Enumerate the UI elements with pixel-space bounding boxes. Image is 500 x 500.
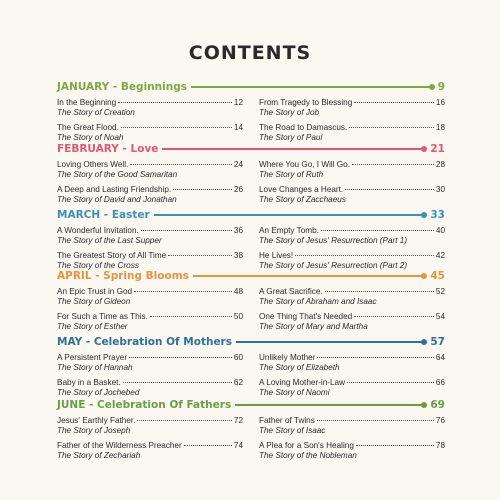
entry-line <box>57 416 243 426</box>
entry-line <box>259 226 445 236</box>
section-columns <box>57 287 445 337</box>
entry-title: An Empty Tomb. <box>259 226 319 235</box>
column-left <box>57 416 243 466</box>
entry-subtitle: The Story of Joseph <box>57 426 131 435</box>
toc-entry[interactable] <box>259 353 445 373</box>
entry-line <box>57 312 243 322</box>
entry-page-number: 48 <box>233 287 243 296</box>
entry-title: Jesus' Earthly Father. <box>57 416 136 425</box>
entry-line <box>259 123 445 133</box>
toc-section-january <box>57 80 445 148</box>
entry-page-number: 74 <box>233 441 243 450</box>
section-title: JANUARY - Beginnings <box>57 81 187 93</box>
column-left <box>57 287 243 337</box>
entry-title: The Greatest Story of All Time <box>57 251 167 260</box>
entry-title: A Loving Mother-in-Law <box>259 378 346 387</box>
entry-page-number: 26 <box>233 185 243 194</box>
dot-leader <box>317 357 433 358</box>
entry-title: In the Beginning <box>57 98 117 107</box>
entry-subtitle: The Story of the Nobleman <box>259 451 357 460</box>
entry-line <box>259 160 445 170</box>
column-left <box>57 98 243 148</box>
toc-entry[interactable] <box>57 251 243 271</box>
section-columns <box>57 98 445 148</box>
entry-subtitle: The Story of Ruth <box>259 170 324 179</box>
toc-section-april <box>57 269 445 337</box>
entry-page-number: 30 <box>435 185 445 194</box>
section-rule <box>162 148 426 150</box>
column-right <box>259 416 445 466</box>
entry-subtitle: The Story of Jesus' Resurrection (Part 1) <box>259 236 408 245</box>
entry-line <box>57 353 243 363</box>
section-title: FEBRUARY - Love <box>57 143 159 155</box>
entry-title: A Plea for a Son's Healing <box>259 441 354 450</box>
entry-page-number: 42 <box>435 251 445 260</box>
section-columns <box>57 353 445 403</box>
toc-section-june <box>57 398 445 466</box>
column-right <box>259 287 445 337</box>
section-header[interactable] <box>57 398 445 412</box>
toc-entry[interactable] <box>259 185 445 205</box>
section-rule <box>235 404 426 406</box>
entry-title: One Thing That's Needed <box>259 312 353 321</box>
section-header[interactable] <box>57 335 445 349</box>
column-right <box>259 98 445 148</box>
entry-page-number: 72 <box>233 416 243 425</box>
entry-title: Unlikely Mother <box>259 353 316 362</box>
entry-page-number: 76 <box>435 416 445 425</box>
entry-title: A Wonderful Invitation. <box>57 226 139 235</box>
dot-leader <box>317 420 434 421</box>
dot-leader <box>354 102 434 103</box>
entry-line <box>259 312 445 322</box>
dot-leader <box>321 230 434 231</box>
entry-page-number: 60 <box>233 353 243 362</box>
entry-line <box>259 416 445 426</box>
dot-leader <box>352 164 434 165</box>
section-page-number: 21 <box>430 143 445 155</box>
entry-subtitle: The Story of Hannah <box>57 363 133 372</box>
section-rule <box>154 214 427 216</box>
toc-entry[interactable] <box>57 312 243 332</box>
toc-entry[interactable] <box>259 251 445 271</box>
entry-subtitle: The Story of Zacchaeus <box>259 195 346 204</box>
toc-section-february <box>57 142 445 210</box>
section-rule <box>191 86 434 88</box>
dot-leader <box>118 102 232 103</box>
entry-page-number: 38 <box>233 251 243 260</box>
toc-entry[interactable] <box>57 123 243 143</box>
dot-leader <box>129 357 232 358</box>
toc-section-may <box>57 335 445 403</box>
entry-line <box>57 226 243 236</box>
entry-subtitle: The Story of Zechariah <box>57 451 141 460</box>
entry-title: The Great Flood. <box>57 123 119 132</box>
section-page-number: 45 <box>430 270 445 282</box>
dot-leader <box>345 189 434 190</box>
dot-leader <box>356 445 434 446</box>
entry-subtitle: The Story of the Good Samaritan <box>57 170 178 179</box>
toc-entry[interactable] <box>259 287 445 307</box>
entry-page-number: 16 <box>435 98 445 107</box>
entry-title: For Such a Time as This. <box>57 312 148 321</box>
entry-title: Baby in a Basket. <box>57 378 121 387</box>
toc-entry[interactable] <box>259 226 445 246</box>
entry-line <box>57 123 243 133</box>
section-columns <box>57 160 445 210</box>
entry-line <box>259 251 445 261</box>
entry-page-number: 28 <box>435 160 445 169</box>
dot-leader <box>121 127 232 128</box>
entry-subtitle: The Story of Elizabeth <box>259 363 340 372</box>
dot-leader <box>130 164 232 165</box>
entry-page-number: 18 <box>435 123 445 132</box>
dot-leader <box>173 189 232 190</box>
entry-subtitle: The Story of Naomi <box>259 388 330 397</box>
section-header[interactable] <box>57 142 445 156</box>
dot-leader <box>347 382 434 383</box>
entry-subtitle: The Story of the Cross <box>57 261 139 270</box>
section-title: JUNE - Celebration Of Fathers <box>57 399 232 411</box>
column-right <box>259 353 445 403</box>
entry-title: A Persistent Prayer <box>57 353 128 362</box>
entry-page-number: 54 <box>435 312 445 321</box>
entry-subtitle: The Story of Isaac <box>259 426 326 435</box>
entry-page-number: 50 <box>233 312 243 321</box>
entry-line <box>57 160 243 170</box>
entry-title: Father of the Wilderness Preacher <box>57 441 182 450</box>
toc-entry[interactable] <box>259 441 445 461</box>
entry-line <box>57 251 243 261</box>
entry-page-number: 24 <box>233 160 243 169</box>
dot-leader <box>349 127 434 128</box>
toc-entry[interactable] <box>57 353 243 373</box>
toc-section-march <box>57 208 445 276</box>
column-left <box>57 353 243 403</box>
entry-title: An Epic Trust in God <box>57 287 133 296</box>
section-header[interactable] <box>57 80 445 94</box>
section-columns <box>57 416 445 466</box>
section-page-number: 57 <box>430 336 445 348</box>
column-left <box>57 160 243 210</box>
entry-subtitle: The Story of David and Jonathan <box>57 195 177 204</box>
dot-leader <box>354 316 434 317</box>
entry-line <box>259 378 445 388</box>
entry-subtitle: The Story of Mary and Martha <box>259 322 368 331</box>
entry-page-number: 78 <box>435 441 445 450</box>
toc-entry[interactable] <box>57 185 243 205</box>
entry-page-number: 40 <box>435 226 445 235</box>
toc-entry[interactable] <box>57 287 243 307</box>
entry-title: Father of Twins <box>259 416 315 425</box>
entry-subtitle: The Story of Job <box>259 108 320 117</box>
entry-line <box>57 98 243 108</box>
section-rule <box>193 275 426 277</box>
dot-leader <box>123 382 232 383</box>
dot-leader <box>137 420 231 421</box>
dot-leader <box>150 316 232 317</box>
section-header[interactable] <box>57 269 445 283</box>
entry-title: Where You Go, I Will Go. <box>259 160 351 169</box>
entry-line <box>57 378 243 388</box>
toc-entry[interactable] <box>57 378 243 398</box>
entry-title: Loving Others Well. <box>57 160 129 169</box>
section-header[interactable] <box>57 208 445 222</box>
entry-line <box>57 185 243 195</box>
entry-line <box>259 185 445 195</box>
entry-line <box>57 287 243 297</box>
entry-page-number: 14 <box>233 123 243 132</box>
entry-page-number: 62 <box>233 378 243 387</box>
toc-entry[interactable] <box>259 416 445 436</box>
entry-line <box>259 441 445 451</box>
page-title: CONTENTS <box>188 42 312 64</box>
column-right <box>259 160 445 210</box>
entry-page-number: 12 <box>233 98 243 107</box>
dot-leader <box>168 255 232 256</box>
dot-leader <box>134 291 232 292</box>
entry-title: The Road to Damascus. <box>259 123 348 132</box>
entry-subtitle: The Story of Jesus' Resurrection (Part 2) <box>259 261 408 270</box>
dot-leader <box>295 255 434 256</box>
dot-leader <box>184 445 232 446</box>
entry-line <box>259 287 445 297</box>
toc-entry[interactable] <box>259 160 445 180</box>
dot-leader <box>141 230 232 231</box>
section-title: APRIL - Spring Blooms <box>57 270 189 282</box>
entry-subtitle: The Story of Jochebed <box>57 388 140 397</box>
entry-subtitle: The Story of Noah <box>57 133 124 142</box>
entry-line <box>259 353 445 363</box>
entry-title: A Deep and Lasting Friendship. <box>57 185 172 194</box>
entry-subtitle: The Story of Paul <box>259 133 323 142</box>
entry-title: A Great Sacrifice. <box>259 287 323 296</box>
section-page-number: 33 <box>430 209 445 221</box>
toc-entry[interactable] <box>57 416 243 436</box>
toc-entry[interactable] <box>259 123 445 143</box>
entry-subtitle: The Story of Creation <box>57 108 135 117</box>
entry-page-number: 64 <box>435 353 445 362</box>
entry-line <box>259 98 445 108</box>
section-rule <box>236 341 426 343</box>
toc-entry[interactable] <box>57 160 243 180</box>
entry-title: From Tragedy to Blessing <box>259 98 353 107</box>
section-title: MARCH - Easter <box>57 209 150 221</box>
toc-entry[interactable] <box>57 226 243 246</box>
toc-entry[interactable] <box>259 312 445 332</box>
section-title: MAY - Celebration Of Mothers <box>57 336 232 348</box>
entry-line <box>57 441 243 451</box>
entry-subtitle: The Story of Esther <box>57 322 128 331</box>
toc-entry[interactable] <box>57 441 243 461</box>
toc-entry[interactable] <box>57 98 243 118</box>
entry-subtitle: The Story of Gideon <box>57 297 131 306</box>
entry-title: Love Changes a Heart. <box>259 185 344 194</box>
dot-leader <box>325 291 434 292</box>
section-page-number: 9 <box>437 81 445 93</box>
entry-subtitle: The Story of the Last Supper <box>57 236 162 245</box>
entry-subtitle: The Story of Abraham and Isaac <box>259 297 377 306</box>
toc-entry[interactable] <box>259 378 445 398</box>
entry-page-number: 36 <box>233 226 243 235</box>
entry-page-number: 66 <box>435 378 445 387</box>
toc-entry[interactable] <box>259 98 445 118</box>
entry-title: He Lives! <box>259 251 294 260</box>
section-page-number: 69 <box>430 399 445 411</box>
entry-page-number: 52 <box>435 287 445 296</box>
